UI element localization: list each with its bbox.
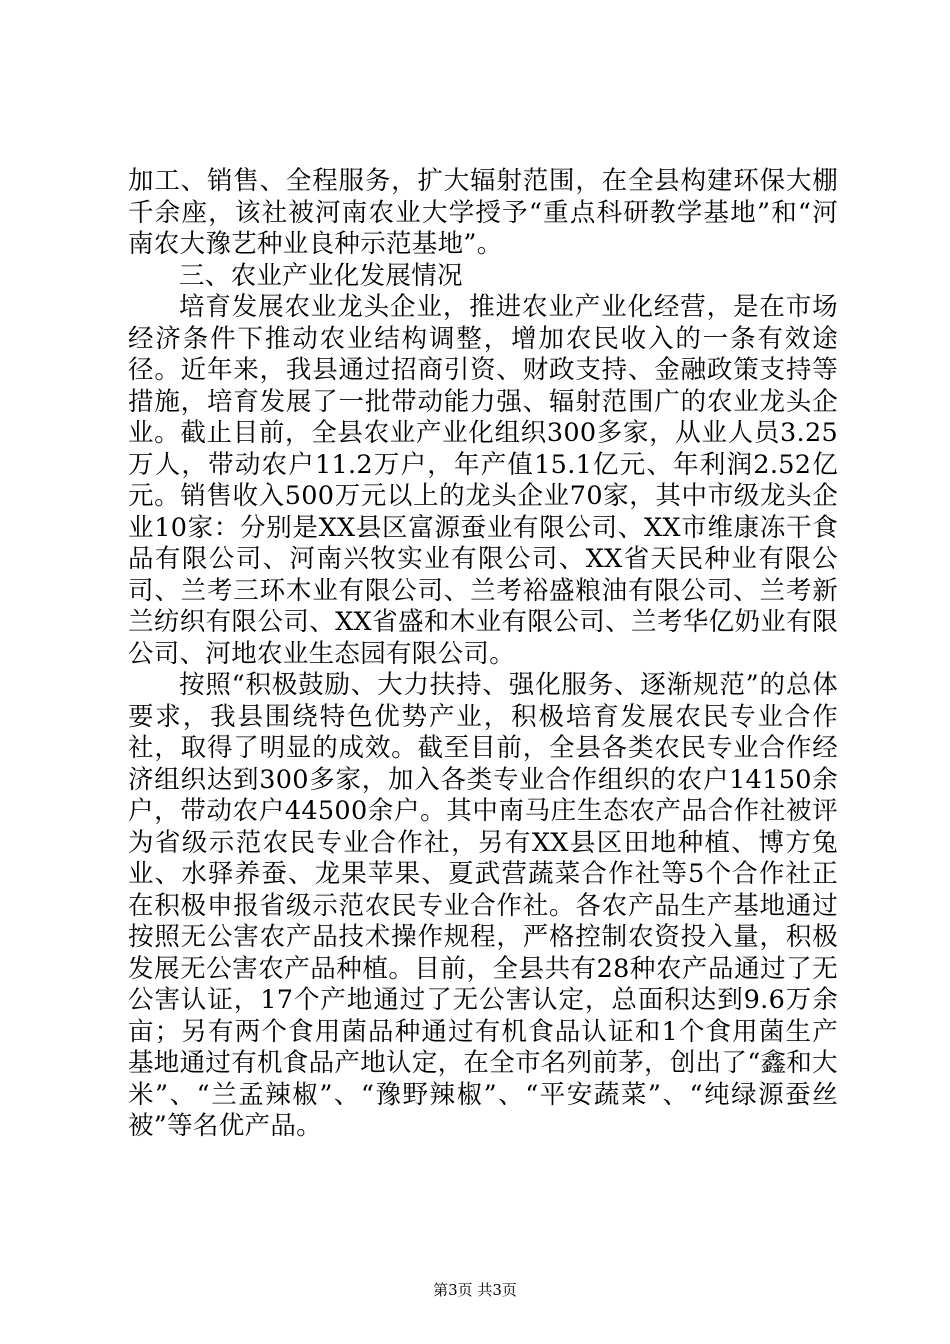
paragraph-continuation: 加工、销售、全程服务，扩大辐射范围，在全县构建环保大棚千余座，该社被河南农业大学授予“重点科研教学基地”和“河南农大豫艺种业良种示范基地”。: [128, 166, 838, 259]
page-number-label: 第3页 共3页: [433, 1281, 517, 1299]
page-footer: [0, 1280, 950, 1300]
paragraph-cooperatives: 按照“积极鼓励、大力扶持、强化服务、逐渐规范”的总体要求，我县围绕特色优势产业，积极培育发展农民专业合作社，取得了明显的成效。截至目前，全县各类农民专业合作经济组织达到300多家，加入各类专业合作组织的农户14150余户，带动农户44500余户。其中南马庄生态农产品合作社被评为省级示范农民专业合作社，另有XX县区田地种植、博方兔业、水驿养蚕、龙果苹果、夏武营蔬菜合作社等5个合作社正在积极申报省级示范农民专业合作社。各农产品生产基地通过按照无公害农产品技术操作规程，严格控制农资投入量，积极发展无公害农产品种植。目前，全县共有28种农产品通过了无公害认证，17个产地通过了无公害认定，总面积达到9.6万余亩；另有两个食用菌品种通过有机食品认证和1个食用菌生产基地通过有机食品产地认定，在全市名列前茅，创出了“鑫和大米”、“兰孟辣椒”、“豫野辣椒”、“平安蔬菜”、“纯绿源蚕丝被”等名优产品。: [128, 670, 838, 1141]
document-body: [128, 166, 838, 1143]
section-heading: 三、农业产业化发展情况: [179, 260, 463, 291]
paragraph-leading-enterprises: 培育发展农业龙头企业，推进农业产业化经营，是在市场经济条件下推动农业结构调整，增加农民收入的一条有效途径。近年来，我县通过招商引资、财政支持、金融政策支持等措施，培育发展了一批带动能力强、辐射范围广的农业龙头企业。截止目前，全县农业产业化组织300多家，从业人员3.25万人，带动农户11.2万户，年产值15.1亿元、年利润2.52亿元。销售收入500万元以上的龙头企业70家，其中市级龙头企业10家：分别是XX县区富源蚕业有限公司、XX市维康冻干食品有限公司、河南兴牧实业有限公司、XX省天民种业有限公司、兰考三环木业有限公司、兰考裕盛粮油有限公司、兰考新兰纺织有限公司、XX省盛和木业有限公司、兰考华亿奶业有限公司、河地农业生态园有限公司。: [128, 292, 838, 669]
